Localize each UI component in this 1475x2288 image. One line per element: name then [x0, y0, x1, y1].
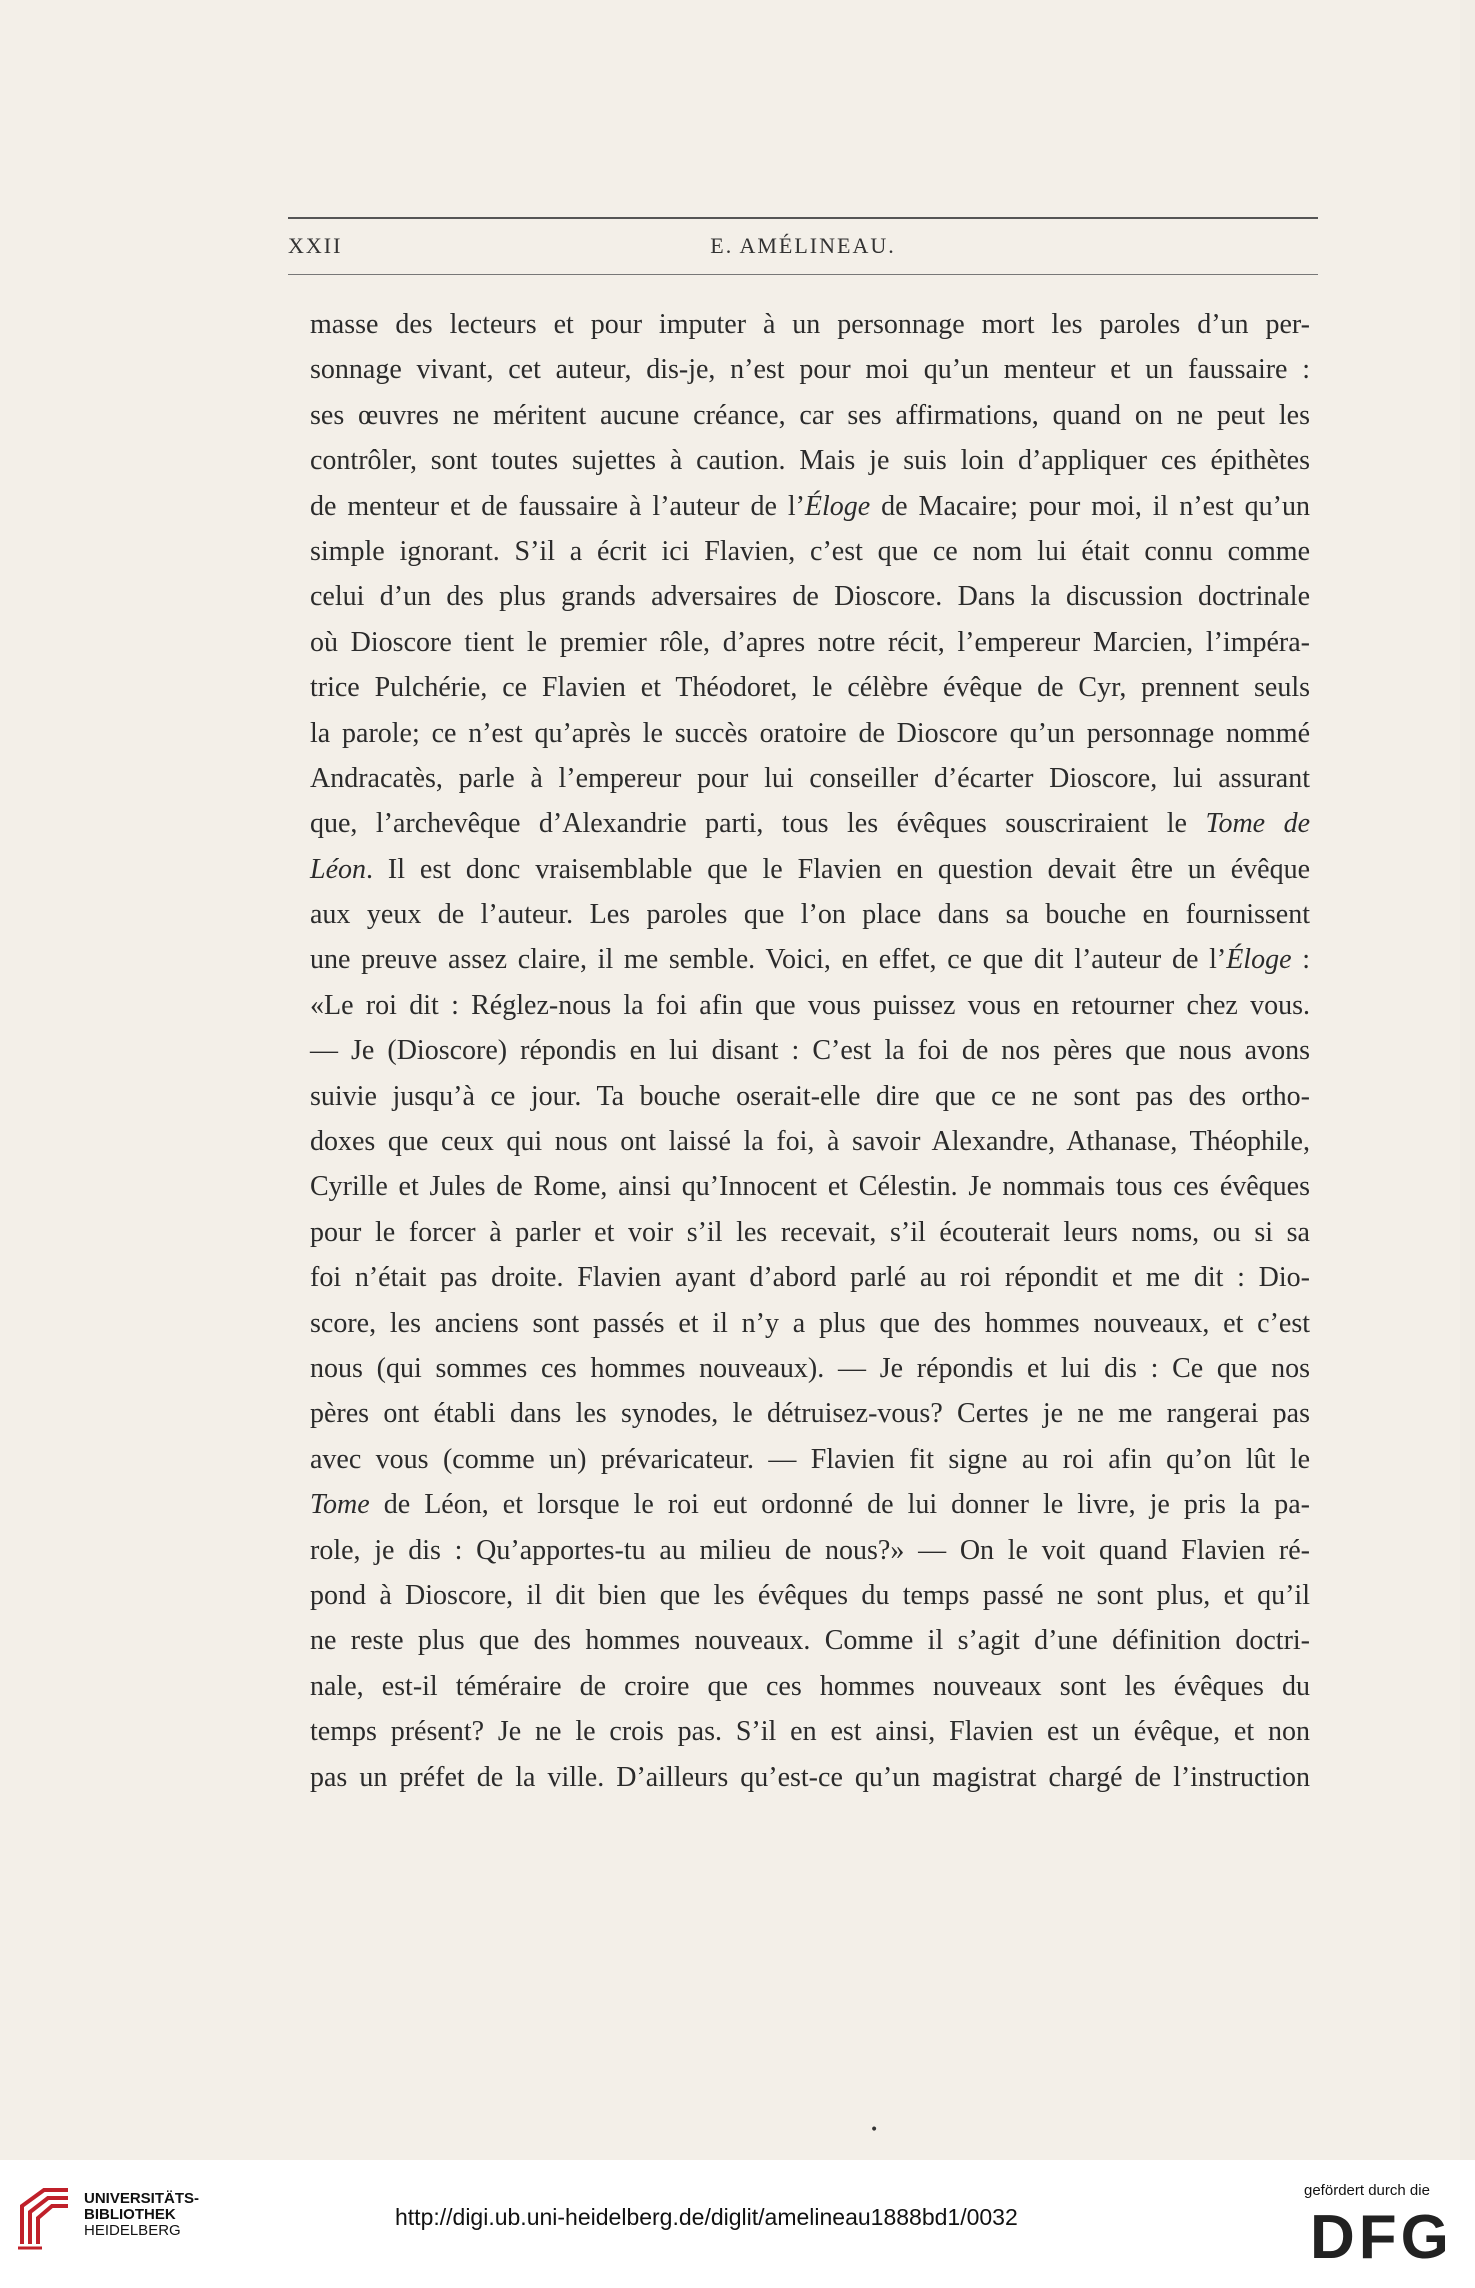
text-line	[310, 620, 1310, 665]
text-line	[310, 665, 1310, 710]
italic-span: Léon	[310, 853, 366, 885]
text-line	[310, 756, 1310, 801]
body-text	[310, 302, 1310, 1800]
text-line	[310, 1164, 1310, 1209]
text-line	[310, 574, 1310, 619]
library-name	[84, 2191, 199, 2239]
running-head-author: E. AMÉLINEAU.	[710, 233, 896, 258]
library-name-line1: UNIVERSITÄTS-	[84, 2190, 200, 2207]
page-number: XXII	[288, 233, 343, 258]
text-line	[310, 393, 1310, 438]
text-span: pères ont établi dans les synodes, le détruisez-vous? Certes je ne me rangerai pas	[310, 1398, 1310, 1430]
text-line	[310, 484, 1310, 529]
text-span: :	[1291, 944, 1310, 976]
text-span: avec vous (comme un) prévaricateur. — Flavien fit signe au roi afin qu’on lût le	[310, 1443, 1310, 1475]
text-span: nale, est-il téméraire de croire que ces hommes nouveaux sont les évêques du	[310, 1670, 1310, 1702]
text-span: de Léon, et lorsque le roi eut ordonné de lui donner le livre, je pris la pa-	[369, 1489, 1310, 1521]
text-line	[310, 302, 1310, 347]
text-line	[310, 438, 1310, 483]
text-line	[310, 801, 1310, 846]
text-line	[310, 1028, 1310, 1073]
text-line	[310, 1437, 1310, 1482]
text-span: de Macaire; pour moi, il n’est qu’un	[870, 490, 1310, 522]
footer-bar	[0, 2160, 1475, 2288]
permalink-url[interactable]: http://digi.ub.uni-heidelberg.de/diglit/amelineau1888bd1/0032	[395, 2204, 1018, 2230]
text-line	[310, 1119, 1310, 1164]
university-library-logo-icon[interactable]	[14, 2184, 76, 2254]
text-line	[310, 1709, 1310, 1754]
text-span: ses œuvres ne méritent aucune créance, car ses affirmations, quand on ne peut les	[310, 399, 1310, 431]
italic-span: Éloge	[1226, 944, 1292, 976]
text-span: temps présent? Je ne le crois pas. S’il en est ainsi, Flavien est un évêque, et non	[310, 1716, 1310, 1748]
text-span: ne reste plus que des hommes nouveaux. Comme il s’agit d’une définition doctri-	[310, 1625, 1310, 1657]
text-span: role, je dis : Qu’apportes-tu au milieu de nous?» — On le voit quand Flavien ré-	[310, 1534, 1310, 1566]
text-line	[310, 1255, 1310, 1300]
text-line	[310, 1618, 1310, 1663]
text-span: celui d’un des plus grands adversaires de Dioscore. Dans la discussion doctrinale	[310, 581, 1310, 613]
text-span: pond à Dioscore, il dit bien que les évêques du temps passé ne sont plus, et qu’il	[310, 1579, 1310, 1611]
header-rule-bottom	[288, 274, 1318, 275]
text-line	[310, 937, 1310, 982]
text-span: trice Pulchérie, ce Flavien et Théodoret, le célèbre évêque de Cyr, prennent seuls	[310, 672, 1310, 704]
text-span: de menteur et de faussaire à l’auteur de l’	[310, 490, 805, 522]
text-span: la parole; ce n’est qu’après le succès oratoire de Dioscore qu’un personnage nommé	[310, 717, 1310, 749]
text-line	[310, 347, 1310, 392]
page-mark: •	[870, 2122, 879, 2138]
text-span: pas un préfet de la ville. D’ailleurs qu’est-ce qu’un magistrat chargé de l’instruction	[310, 1761, 1310, 1793]
text-line	[310, 1301, 1310, 1346]
text-line	[310, 1573, 1310, 1618]
text-line	[310, 1528, 1310, 1573]
text-line	[310, 1074, 1310, 1119]
text-line	[310, 711, 1310, 756]
text-span: score, les anciens sont passés et il n’y a plus que des hommes nouveaux, et c’est	[310, 1307, 1310, 1339]
text-span: Andracatès, parle à l’empereur pour lui conseiller d’écarter Dioscore, lui assurant	[310, 762, 1310, 794]
text-span: où Dioscore tient le premier rôle, d’apres notre récit, l’empereur Marcien, l’impéra-	[310, 626, 1310, 658]
text-line	[310, 892, 1310, 937]
italic-span: Tome	[310, 1489, 370, 1521]
text-line	[310, 1346, 1310, 1391]
text-span: «Le roi dit : Réglez-nous la foi afin que vous puissez vous en retourner chez vous.	[310, 989, 1310, 1021]
funding-label: gefördert durch die	[1304, 2182, 1430, 2199]
text-span: suivie jusqu’à ce jour. Ta bouche oserait-elle dire que ce ne sont pas des ortho-	[310, 1080, 1310, 1112]
text-span: simple ignorant. S’il a écrit ici Flavien, c’est que ce nom lui était connu comme	[310, 535, 1310, 567]
text-span: masse des lecteurs et pour imputer à un personnage mort les paroles d’un per-	[310, 309, 1310, 340]
text-span: nous (qui sommes ces hommes nouveaux). — Je répondis et lui dis : Ce que nos	[310, 1352, 1310, 1384]
text-line	[310, 1664, 1310, 1709]
text-span: sonnage vivant, cet auteur, dis-je, n’est pour moi qu’un menteur et un faussaire :	[310, 354, 1310, 386]
text-span: doxes que ceux qui nous ont laissé la foi, à savoir Alexandre, Athanase, Théophile,	[310, 1126, 1310, 1158]
text-line	[310, 529, 1310, 574]
text-span: — Je (Dioscore) répondis en lui disant : C’est la foi de nos pères que nous avons	[310, 1035, 1310, 1067]
text-line	[310, 1210, 1310, 1255]
text-span: pour le forcer à parler et voir s’il les recevait, s’il écouterait leurs noms, ou si sa	[310, 1216, 1310, 1248]
text-span: une preuve assez claire, il me semble. Voici, en effet, ce que dit l’auteur de l’	[310, 944, 1227, 976]
text-span: que, l’archevêque d’Alexandrie parti, tous les évêques souscriraient le	[310, 808, 1206, 840]
text-span: foi n’était pas droite. Flavien ayant d’abord parlé au roi répondit et me dit : Dio-	[310, 1262, 1310, 1294]
italic-span: Éloge	[804, 490, 871, 522]
running-head	[288, 233, 1318, 263]
text-line	[310, 983, 1310, 1028]
text-span: contrôler, sont toutes sujettes à caution. Mais je suis loin d’appliquer ces épithètes	[310, 445, 1310, 477]
text-line	[310, 1482, 1310, 1527]
text-span: Cyrille et Jules de Rome, ainsi qu’Innocent et Célestin. Je nommais tous ces évêques	[310, 1171, 1310, 1203]
italic-span: Tome de	[1205, 808, 1310, 840]
text-line	[310, 1391, 1310, 1436]
text-span: aux yeux de l’auteur. Les paroles que l’on place dans sa bouche en fournissent	[310, 899, 1310, 931]
text-line	[310, 1755, 1310, 1800]
text-line	[310, 847, 1310, 892]
library-name-line3: HEIDELBERG	[84, 2222, 181, 2239]
library-name-line2: BIBLIOTHEK	[84, 2206, 176, 2223]
header-rule-top	[288, 217, 1318, 219]
dfg-logo-icon[interactable]: DFG	[1310, 2203, 1453, 2272]
text-span: . Il est donc vraisemblable que le Flavien en question devait être un évêque	[366, 853, 1310, 885]
